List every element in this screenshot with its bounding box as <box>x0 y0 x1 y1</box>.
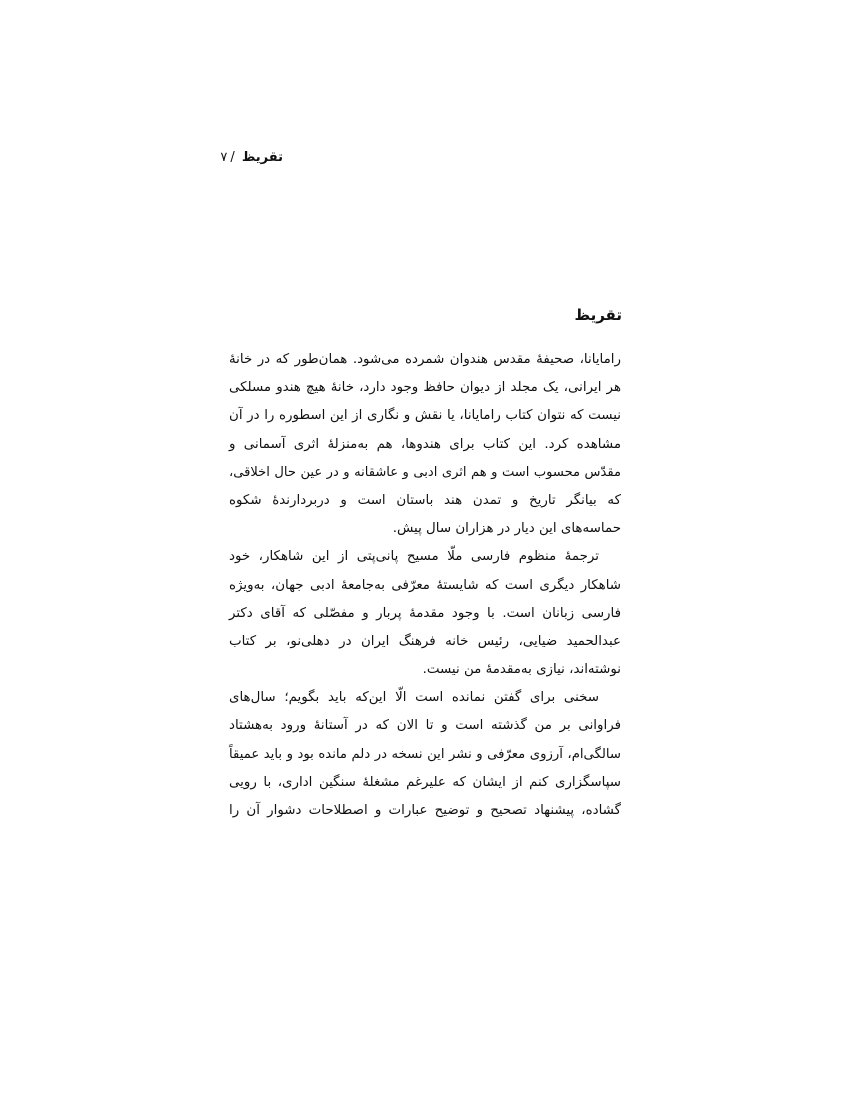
text-line: نوشته‌اند، نیازی به‌مقدمهٔ من نیست. <box>422 662 621 678</box>
text-line: حماسه‌های این دیار در هزاران سال پیش. <box>392 521 621 537</box>
text-line: مقدّس محسوب است و هم اثری ادبی و عاشقانه و در عین حال اخلاقی، <box>229 464 621 480</box>
running-header-title: تقریظ <box>241 150 283 165</box>
text-line: فارسی زبانان است. با وجود مقدمهٔ پربار و مفصّلی که آقای دکتر <box>229 605 621 621</box>
text-line: هر ایرانی، یک مجلد از دیوان حافظ وجود دارد، خانهٔ هیچ هندو مسلکی <box>229 380 621 396</box>
text-line: مشاهده کرد. این کتاب برای هندوها، هم به‌منزلهٔ اثری آسمانی و <box>229 436 621 452</box>
paragraph-3 <box>229 684 621 825</box>
text-line: که بیانگر تاریخ و تمدن هند باستان است و دربردارندهٔ شکوه <box>229 492 621 508</box>
paragraph-2 <box>229 543 621 684</box>
running-header-text <box>220 150 283 165</box>
text-line: رامایانا، صحیفهٔ مقدس هندوان شمرده می‌شود. همان‌طور که در خانهٔ <box>229 352 621 367</box>
text-line: سخنی برای گفتن نمانده است الّا این‌که باید بگویم؛ سال‌های <box>229 690 599 706</box>
text-line: نیست که نتوان کتاب رامایانا، یا نقش و نگاری از این اسطوره را در آن <box>229 408 621 424</box>
running-header <box>0 150 850 170</box>
paragraph-1 <box>229 346 621 543</box>
text-line: سپاسگزاری کنم از ایشان که علیرغم مشغلهٔ سنگین اداری، با رویی <box>229 774 621 790</box>
text-line: شاهکار دیگری است که شایستهٔ معرّفی به‌جامعهٔ ادبی جهان، به‌ویژه <box>229 577 621 593</box>
section-title: تقریظ <box>574 306 622 324</box>
text-line: عبدالحمید ضیایی، رئیس خانه فرهنگ ایران در دهلی‌نو، بر کتاب <box>229 633 621 649</box>
body-text <box>229 346 621 825</box>
text-line: سالگی‌ام، آرزوی معرّفی و نشر این نسخه در دلم مانده بود و باید عمیقاً <box>229 746 621 762</box>
text-line: ترجمهٔ منظوم فارسی ملّا مسیح پانی‌پتی از این شاهکار، خود <box>229 549 599 565</box>
text-line: گشاده، پیشنهاد تصحیح و توضیح عبارات و اصطلاحات دشوار آن را <box>229 803 621 818</box>
page-number: ۷ <box>220 150 228 165</box>
running-header-separator: / <box>230 150 235 165</box>
text-line: فراوانی بر من گذشته است و تا الان که در آستانهٔ ورود به‌هشتاد <box>229 718 621 734</box>
